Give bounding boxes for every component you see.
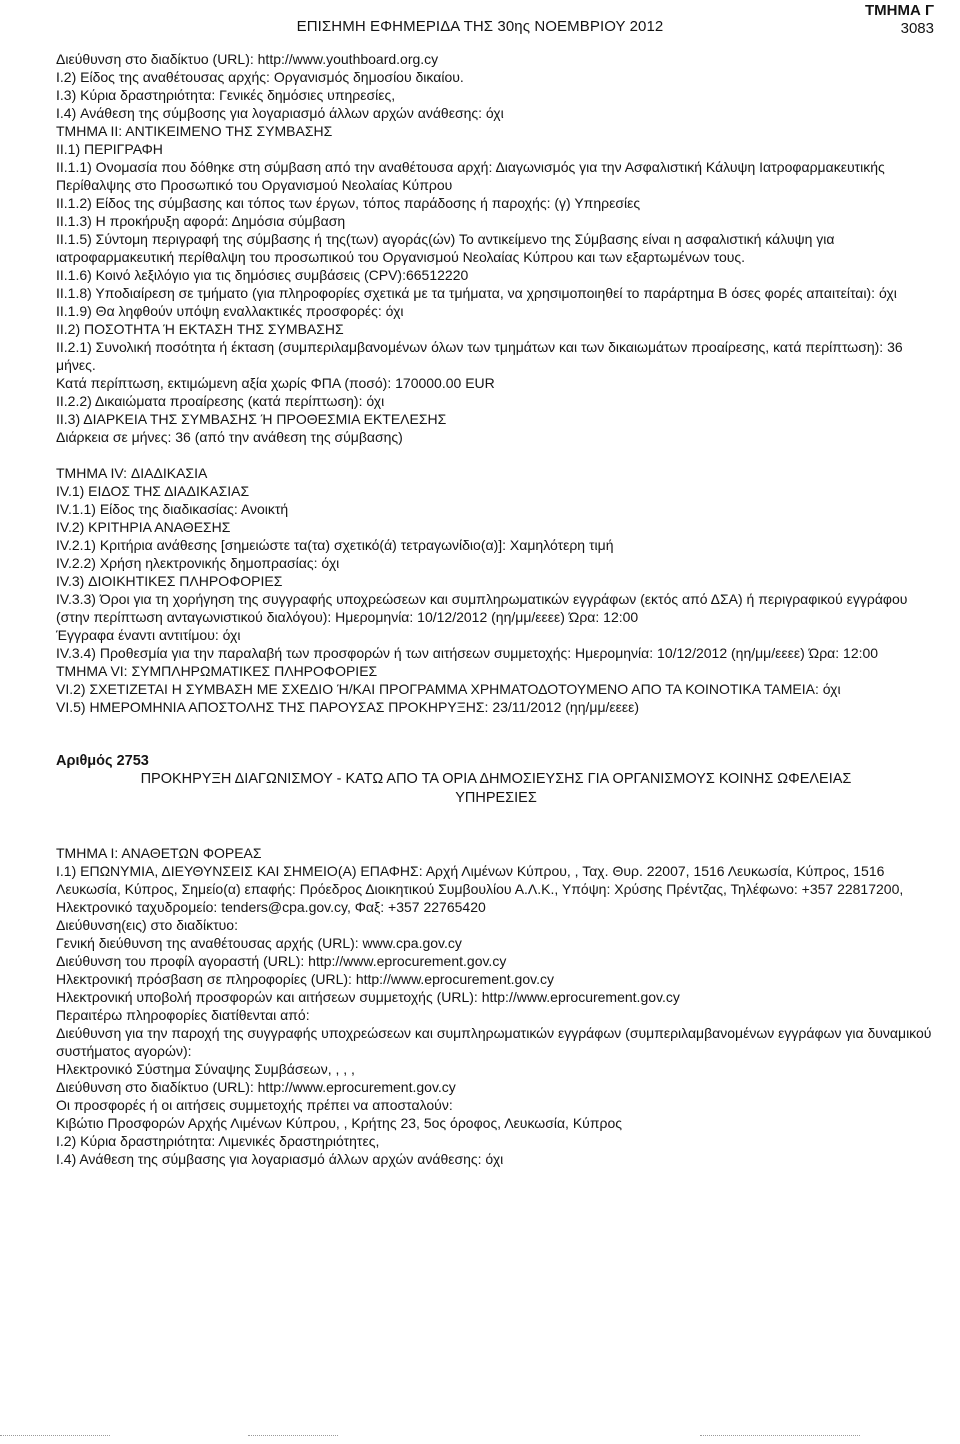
section-heading: ΤΜΗΜΑ VI: ΣΥΜΠΛΗΡΩΜΑΤΙΚΕΣ ΠΛΗΡΟΦΟΡΙΕΣ <box>56 663 378 679</box>
text-line: Διεύθυνση στο διαδίκτυο (URL): http://www.eprocurement.gov.cy <box>56 1079 456 1095</box>
text-line: Κατά περίπτωση, εκτιμώμενη αξία χωρίς ΦΠΑ (ποσό): 170000.00 EUR <box>56 375 495 391</box>
text-line: Ηλεκτρονική πρόσβαση σε πληροφορίες (URL): http://www.eprocurement.gov.cy <box>56 971 554 987</box>
text-paragraph: ΙΙ.1.8) Υποδιαίρεση σε τμήματο (για πληροφορίες σχετικά με τα τμήματα, να χρησιμοποιηθεί το παράρτημα Β όσες φορές απαιτείται): όχι <box>56 285 897 301</box>
divider <box>700 1435 860 1436</box>
text-paragraph: VI.2) ΣΧΕΤΙΖΕΤΑΙ Η ΣΥΜΒΑΣΗ ΜΕ ΣΧΕΔΙΟ Ή/ΚΑΙ ΠΡΟΓΡΑΜΜΑ ΧΡΗΜΑΤΟΔΟΤΟΥΜΕΝΟ ΑΠΟ ΤΑ ΚΟΙΝΟΤΙΚΑ ΤΑΜΕΙΑ: όχι <box>56 681 841 697</box>
section-heading: ΙΙ.1) ΠΕΡΙΓΡΑΦΗ <box>56 141 163 157</box>
gazette-header-title: ΕΠΙΣΗΜΗ ΕΦΗΜΕΡΙΔΑ ΤΗΣ 30ης ΝΟΕΜΒΡΙΟΥ 2012 <box>296 18 664 35</box>
text-line: ΙΙ.1.9) Θα ληφθούν υπόψη εναλλακτικές προσφορές: όχι <box>56 303 404 319</box>
section-heading: IV.3) ΔΙΟΙΚΗΤΙΚΕΣ ΠΛΗΡΟΦΟΡΙΕΣ <box>56 573 283 589</box>
text-line: ΙΙ.1.2) Είδος της σύμβασης και τόπος των έργων, τόπος παράδοσης ή παροχής: (γ) Υπηρεσίες <box>56 195 641 211</box>
text-line: ΙΙ.1.3) Η προκήρυξη αφορά: Δημόσια σύμβαση <box>56 213 346 229</box>
text-line: Διάρκεια σε μήνες: 36 (από την ανάθεση της σύμβασης) <box>56 429 403 445</box>
text-line: IV.1.1) Είδος της διαδικασίας: Ανοικτή <box>56 501 289 517</box>
text-line: Ι.2) Κύρια δραστηριότητα: Λιμενικές δραστηριότητες, <box>56 1133 380 1149</box>
text-line: ΙΙ.2.2) Δικαιώματα προαίρεσης (κατά περίπτωση): όχι <box>56 393 385 409</box>
notice-title-continued: ΥΠΗΡΕΣΙΕΣ <box>455 790 537 806</box>
section-heading: ΙΙ.3) ΔΙΑΡΚΕΙΑ ΤΗΣ ΣΥΜΒΑΣΗΣ Ή ΠΡΟΘΕΣΜΙΑ ΕΚΤΕΛΕΣΗΣ <box>56 411 447 427</box>
section-heading: IV.2) ΚΡΙΤΗΡΙΑ ΑΝΑΘΕΣΗΣ <box>56 519 231 535</box>
text-line: I.2) Είδος της αναθέτουσας αρχής: Οργανισμός δημοσίου δικαίου. <box>56 69 464 85</box>
text-line: Έγγραφα έναντι αντιτίμου: όχι <box>56 627 241 643</box>
text-paragraph: Διεύθυνση για την παροχή της συγγραφής υποχρεώσεων και συμπληρωματικών εγγράφων (συμπεριλαμβανομένων εγγράφων για δυναμικού συστήματος αγορών): <box>56 1025 932 1059</box>
section-heading: ΤΜΗΜΑ IV: ΔΙΑΔΙΚΑΣΙΑ <box>56 465 208 481</box>
text-line: Κιβώτιο Προσφορών Αρχής Λιμένων Κύπρου, , Κρήτης 23, 5ος όροφος, Λευκωσία, Κύπρος <box>56 1115 622 1131</box>
text-line: I.4) Ανάθεση της σύμβοσης για λογαριασμό άλλων αρχών ανάθεσης: όχι <box>56 105 504 121</box>
text-line: IV.2.2) Χρήση ηλεκτρονικής δημοπρασίας: όχι <box>56 555 340 571</box>
text-paragraph: IV.3.4) Προθεσμία για την παραλαβή των προσφορών ή των αιτήσεων συμμετοχής: Ημερομηνία: 10/12/2012 (ηη/μμ/εεεε) Ώρα: 12:00 <box>56 645 879 661</box>
text-line: Ηλεκτρονικό Σύστημα Σύναψης Συμβάσεων, , , , <box>56 1061 355 1077</box>
text-line: IV.2.1) Κριτήρια ανάθεσης [σημειώστε τα(τα) σχετικό(ά) τετραγωνίδιο(α)]: Χαμηλότερη τιμή <box>56 537 614 553</box>
text-paragraph: ΙΙ.1.5) Σύντομη περιγραφή της σύμβασης ή της(των) αγοράς(ών) Το αντικείμενο της Σύμβασης είναι η ασφαλιστική κάλυψη για ιατροφαρμακευτική περίθαλψη του προσωπικού του Οργανισμού Νεολαίας Κύπρου και των εξαρτωμένων τους. <box>56 231 835 265</box>
text-line: Γενική διεύθυνση της αναθέτουσας αρχής (URL): www.cpa.gov.cy <box>56 935 462 951</box>
document-body <box>56 50 936 1168</box>
text-line: Διεύθυνση του προφίλ αγοραστή (URL): http://www.eprocurement.gov.cy <box>56 953 507 969</box>
page-bottom-edge <box>0 1428 960 1444</box>
section-heading: ΤΜΗΜΑ ΙΙ: ΑΝΤΙΚΕΙΜΕΝΟ ΤΗΣ ΣΥΜΒΑΣΗΣ <box>56 123 333 139</box>
text-line: Ηλεκτρονική υποβολή προσφορών και αιτήσεων συμμετοχής (URL): http://www.eprocurement.gov.cy <box>56 989 680 1005</box>
text-line: Οι προσφορές ή οι αιτήσεις συμμετοχής πρέπει να αποσταλούν: <box>56 1097 453 1113</box>
text-paragraph: ΙΙ.1.1) Ονομασία που δόθηκε στη σύμβαση από την αναθέτουσα αρχή: Διαγωνισμός για την Ασφαλιστική Κάλυψη Ιατροφαρμακευτικής Περίθαλψης στο Προσωπικό του Οργανισμού Νεολαίας Κύπρου <box>56 159 885 193</box>
divider <box>248 1435 338 1436</box>
text-line: Διεύθυνση στο διαδίκτυο (URL): http://www.youthboard.org.cy <box>56 51 439 67</box>
notice-title: ΠΡΟΚΗΡΥΞΗ ΔΙΑΓΩΝΙΣΜΟΥ - ΚΑΤΩ ΑΠΟ ΤΑ ΟΡΙΑ ΔΗΜΟΣΙΕΥΣΗΣ ΓΙΑ ΟΡΓΑΝΙΣΜΟΥΣ ΚΟΙΝΗΣ ΩΦΕΛΕΙΑΣ <box>140 771 852 787</box>
section-heading: ΙΙ.2) ΠΟΣΟΤΗΤΑ Ή ΕΚΤΑΣΗ ΤΗΣ ΣΥΜΒΑΣΗΣ <box>56 321 344 337</box>
text-paragraph: IV.3.3) Όροι για τη χορήγηση της συγγραφής υποχρεώσεων και συμπληρωματικών εγγράφων (εκτός από ΔΣΑ) ή περιγραφικού εγγράφου (στην περίπτωση ανταγωνιστικού διαλόγου): Ημερομηνία: 10/12/2012 (ηη/μμ/εεεε) Ώρα: 12:00 <box>56 591 908 625</box>
text-line: Περαιτέρω πληροφορίες διατίθενται από: <box>56 1007 310 1023</box>
text-line: VI.5) ΗΜΕΡΟΜΗΝΙΑ ΑΠΟΣΤΟΛΗΣ ΤΗΣ ΠΑΡΟΥΣΑΣ ΠΡΟΚΗΡΥΞΗΣ: 23/11/2012 (ηη/μμ/εεεε) <box>56 699 640 715</box>
text-line: ΙΙ.1.6) Κοινό λεξιλόγιο για τις δημόσιες συμβάσεις (CPV):66512220 <box>56 267 469 283</box>
section-label: ΤΜΗΜΑ Γ <box>864 2 934 19</box>
page-number: 3083 <box>900 20 934 37</box>
text-line: Ι.4) Ανάθεση της σύμβασης για λογαριασμό άλλων αρχών ανάθεσης: όχι <box>56 1151 504 1167</box>
text-line: I.3) Κύρια δραστηριότητα: Γενικές δημόσιες υπηρεσίες, <box>56 87 396 103</box>
notice-number: Αριθμός 2753 <box>56 753 149 769</box>
divider <box>0 1435 110 1436</box>
section-heading: IV.1) ΕΙΔΟΣ ΤΗΣ ΔΙΑΔΙΚΑΣΙΑΣ <box>56 483 250 499</box>
section-heading: ΤΜΗΜΑ Ι: ΑΝΑΘΕΤΩΝ ΦΟΡΕΑΣ <box>56 845 262 861</box>
text-line: Διεύθυνση(εις) στο διαδίκτυο: <box>56 917 238 933</box>
text-paragraph: ΙΙ.2.1) Συνολική ποσότητα ή έκταση (συμπεριλαμβανομένων όλων των τμημάτων και των δικαιωμάτων προαίρεσης, κατά περίπτωση): 36 μήνες. <box>56 339 903 373</box>
text-paragraph: Ι.1) ΕΠΩΝΥΜΙΑ, ΔΙΕΥΘΥΝΣΕΙΣ ΚΑΙ ΣΗΜΕΙΟ(Α) ΕΠΑΦΗΣ: Αρχή Λιμένων Κύπρου, , Ταχ. Θυρ. 22007, 1516 Λευκωσία, Κύπρος, 1516 Λευκωσία, Κύπρος, Σημείο(α) επαφής: Πρόεδρος Διοικητικού Συμβουλίου Α.Λ.Κ., Υπόψη: Χρύσης Πρέντζας, Τηλέφωνο: +357 22817200, Ηλεκτρονικό ταχυδρομείο: tenders@cpa.gov.cy, Φαξ: +357 22765420 <box>56 863 904 915</box>
